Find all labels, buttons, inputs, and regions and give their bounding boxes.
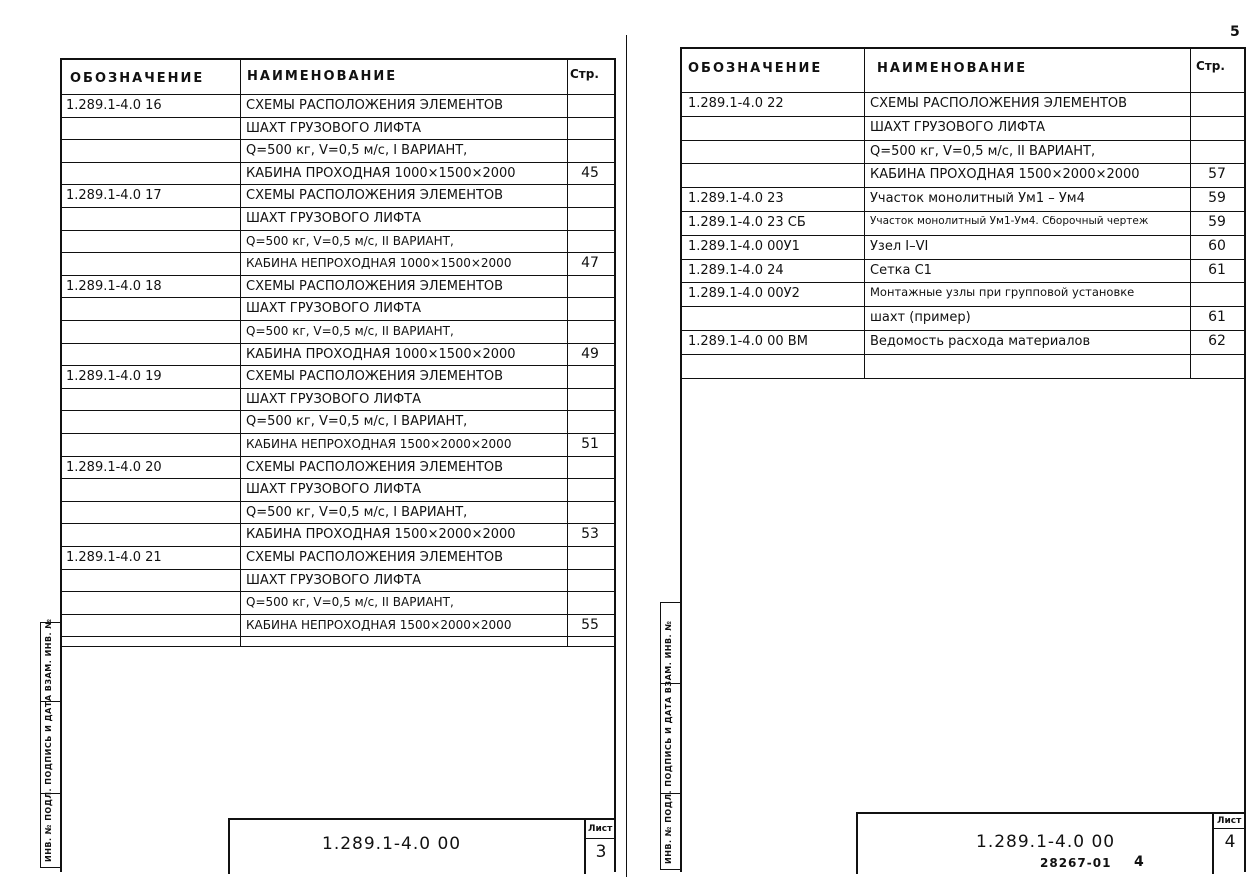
row-name: СХЕМЫ РАСПОЛОЖЕНИЯ ЭЛЕМЕНТОВ	[246, 370, 504, 384]
row-name: СХЕМЫ РАСПОЛОЖЕНИЯ ЭЛЕМЕНТОВ	[246, 551, 504, 564]
row-page: 60	[1208, 237, 1226, 254]
row-rule	[62, 297, 614, 298]
row-rule	[62, 184, 614, 185]
row-rule	[62, 614, 614, 615]
row-name: КАБИНА НЕПРОХОДНАЯ 1500×2000×2000	[246, 618, 512, 631]
row-name: Q=500 кг, V=0,5 м/с, II ВАРИАНТ,	[870, 144, 1096, 158]
sheet-cell	[584, 820, 616, 874]
row-rule	[62, 388, 614, 389]
row-name: ШАХТ ГРУЗОВОГО ЛИФТА	[246, 573, 421, 587]
column-divider	[1190, 49, 1191, 378]
row-name: Участок монолитный Ум1-Ум4. Сборочный чертеж	[870, 216, 1149, 227]
row-name: КАБИНА ПРОХОДНАЯ 1500×2000×2000	[246, 528, 516, 542]
row-rule	[62, 456, 614, 457]
row-name: Монтажные узлы при групповой установке	[870, 287, 1135, 299]
row-name: Сетка С1	[870, 263, 932, 277]
row-page: 61	[1208, 309, 1226, 326]
row-name: Узел I–VI	[870, 239, 929, 253]
row-rule	[62, 207, 614, 208]
row-name: Ведомость расхода материалов	[870, 335, 1091, 348]
row-name: КАБИНА НЕПРОХОДНАЯ 1000×1500×2000	[246, 257, 512, 270]
row-designation: 1.289.1-4.0 23	[688, 191, 784, 207]
row-rule	[62, 275, 614, 276]
row-designation: 1.289.1-4.0 00У1	[688, 238, 800, 254]
row-rule	[62, 117, 614, 118]
sheet-number: 3	[595, 842, 607, 862]
row-designation: 1.289.1-4.0 20	[66, 459, 162, 475]
sheet-cell	[1212, 814, 1246, 874]
row-rule	[682, 330, 1244, 331]
row-designation: 1.289.1-4.0 17	[66, 188, 162, 204]
row-rule	[62, 343, 614, 344]
table-bottom-rule	[62, 646, 614, 647]
row-designation: 1.289.1-4.0 18	[66, 278, 162, 294]
row-rule	[62, 546, 614, 547]
row-rule	[682, 282, 1244, 283]
row-rule	[62, 478, 614, 479]
row-page: 51	[581, 436, 599, 452]
row-name: СХЕМЫ РАСПОЛОЖЕНИЯ ЭЛЕМЕНТОВ	[246, 460, 504, 474]
header-designation: ОБОЗНАЧЕНИЕ	[688, 61, 823, 76]
row-name: Q=500 кг, V=0,5 м/с, I ВАРИАНТ,	[246, 415, 468, 429]
sheet-label: Лист	[1217, 816, 1242, 826]
row-designation: 1.289.1-4.0 24	[688, 262, 784, 278]
stamp-document-code: 1.289.1-4.0 00	[976, 832, 1116, 852]
stamp-document-code: 1.289.1-4.0 00	[322, 834, 462, 854]
row-name: Участок монолитный Ум1 – Ум4	[870, 192, 1085, 206]
row-page: 47	[581, 255, 599, 272]
row-rule	[62, 410, 614, 411]
row-rule	[62, 433, 614, 434]
row-rule	[682, 116, 1244, 117]
row-name: КАБИНА ПРОХОДНАЯ 1000×1500×2000	[246, 347, 516, 361]
row-page: 45	[581, 164, 599, 181]
row-rule	[62, 365, 614, 366]
row-name: Q=500 кг, V=0,5 м/с, II ВАРИАНТ,	[246, 234, 454, 247]
header-rule	[682, 92, 1244, 93]
page-divider	[626, 35, 627, 877]
row-page: 59	[1208, 214, 1226, 230]
row-page: 62	[1208, 333, 1226, 349]
row-designation: 1.289.1-4.0 19	[66, 369, 162, 385]
left-sheet	[60, 58, 616, 872]
header-page: Стр.	[570, 67, 599, 81]
row-designation: 1.289.1-4.0 00 ВМ	[688, 334, 808, 349]
table-bottom-rule	[682, 378, 1244, 379]
row-name: ШАХТ ГРУЗОВОГО ЛИФТА	[246, 121, 421, 135]
row-rule	[62, 636, 614, 637]
row-rule	[682, 211, 1244, 212]
header-name: НАИМЕНОВАНИЕ	[247, 69, 398, 84]
header-designation: ОБОЗНАЧЕНИЕ	[70, 71, 205, 86]
header-page: Стр.	[1196, 59, 1225, 73]
row-designation: 1.289.1-4.0 21	[66, 550, 162, 565]
row-page: 55	[581, 616, 599, 633]
title-stamp	[228, 818, 616, 874]
row-designation: 1.289.1-4.0 22	[688, 96, 784, 111]
row-rule	[682, 235, 1244, 236]
row-rule	[682, 140, 1244, 141]
row-rule	[682, 163, 1244, 164]
column-divider	[240, 60, 241, 646]
row-name: КАБИНА ПРОХОДНАЯ 1000×1500×2000	[246, 166, 516, 180]
right-side-label: ИНВ. № ПОДЛ. ПОДПИСЬ И ДАТА ВЗАМ. ИНВ. №	[664, 620, 673, 864]
row-page: 49	[581, 345, 599, 362]
row-name: КАБИНА НЕПРОХОДНАЯ 1500×2000×2000	[246, 438, 512, 450]
row-page: 59	[1208, 190, 1226, 207]
header-rule	[62, 94, 614, 95]
row-rule	[682, 187, 1244, 188]
row-name: ШАХТ ГРУЗОВОГО ЛИФТА	[246, 483, 421, 497]
corner-page-number: 5	[1230, 24, 1240, 40]
row-rule	[62, 501, 614, 502]
sheet-number: 4	[1224, 832, 1236, 852]
row-rule	[682, 259, 1244, 260]
right-sheet	[680, 47, 1246, 872]
sheet-label: Лист	[588, 824, 613, 834]
row-name: КАБИНА ПРОХОДНАЯ 1500×2000×2000	[870, 168, 1140, 182]
row-name: шахт (пример)	[870, 311, 971, 325]
row-rule	[62, 523, 614, 524]
row-page: 57	[1208, 166, 1226, 183]
row-name: СХЕМЫ РАСПОЛОЖЕНИЯ ЭЛЕМЕНТОВ	[246, 279, 504, 293]
bottom-page-number: 4	[1134, 854, 1145, 870]
row-name: Q=500 кг, V=0,5 м/с, I ВАРИАНТ,	[246, 505, 468, 519]
row-rule	[62, 252, 614, 253]
archive-number: 28267-01	[1040, 856, 1112, 870]
row-designation: 1.289.1-4.0 00У2	[688, 286, 800, 302]
row-rule	[62, 139, 614, 140]
row-page: 53	[581, 526, 599, 543]
row-rule	[62, 569, 614, 570]
row-rule	[62, 230, 614, 231]
column-divider	[864, 49, 865, 378]
row-rule	[62, 162, 614, 163]
row-name: СХЕМЫ РАСПОЛОЖЕНИЯ ЭЛЕМЕНТОВ	[870, 97, 1128, 110]
left-side-label: ИНВ. № ПОДЛ. ПОДПИСЬ И ДАТА ВЗАМ. ИНВ. №	[44, 618, 53, 862]
row-name: Q=500 кг, V=0,5 м/с, I ВАРИАНТ,	[246, 144, 468, 158]
row-page: 61	[1208, 261, 1226, 278]
row-name: СХЕМЫ РАСПОЛОЖЕНИЯ ЭЛЕМЕНТОВ	[246, 189, 504, 203]
row-name: ШАХТ ГРУЗОВОГО ЛИФТА	[246, 302, 421, 316]
row-rule	[62, 591, 614, 592]
row-designation: 1.289.1-4.0 23 СБ	[688, 215, 806, 230]
row-name: ШАХТ ГРУЗОВОГО ЛИФТА	[870, 120, 1045, 134]
row-designation: 1.289.1-4.0 16	[66, 98, 162, 113]
header-name: НАИМЕНОВАНИЕ	[877, 61, 1028, 76]
row-name: ШАХТ ГРУЗОВОГО ЛИФТА	[246, 212, 421, 225]
row-rule	[62, 320, 614, 321]
row-rule	[682, 306, 1244, 307]
row-name: ШАХТ ГРУЗОВОГО ЛИФТА	[246, 392, 421, 406]
row-name: СХЕМЫ РАСПОЛОЖЕНИЯ ЭЛЕМЕНТОВ	[246, 99, 504, 112]
row-rule	[682, 354, 1244, 355]
row-name: Q=500 кг, V=0,5 м/с, II ВАРИАНТ,	[246, 596, 454, 609]
row-name: Q=500 кг, V=0,5 м/с, II ВАРИАНТ,	[246, 325, 454, 337]
